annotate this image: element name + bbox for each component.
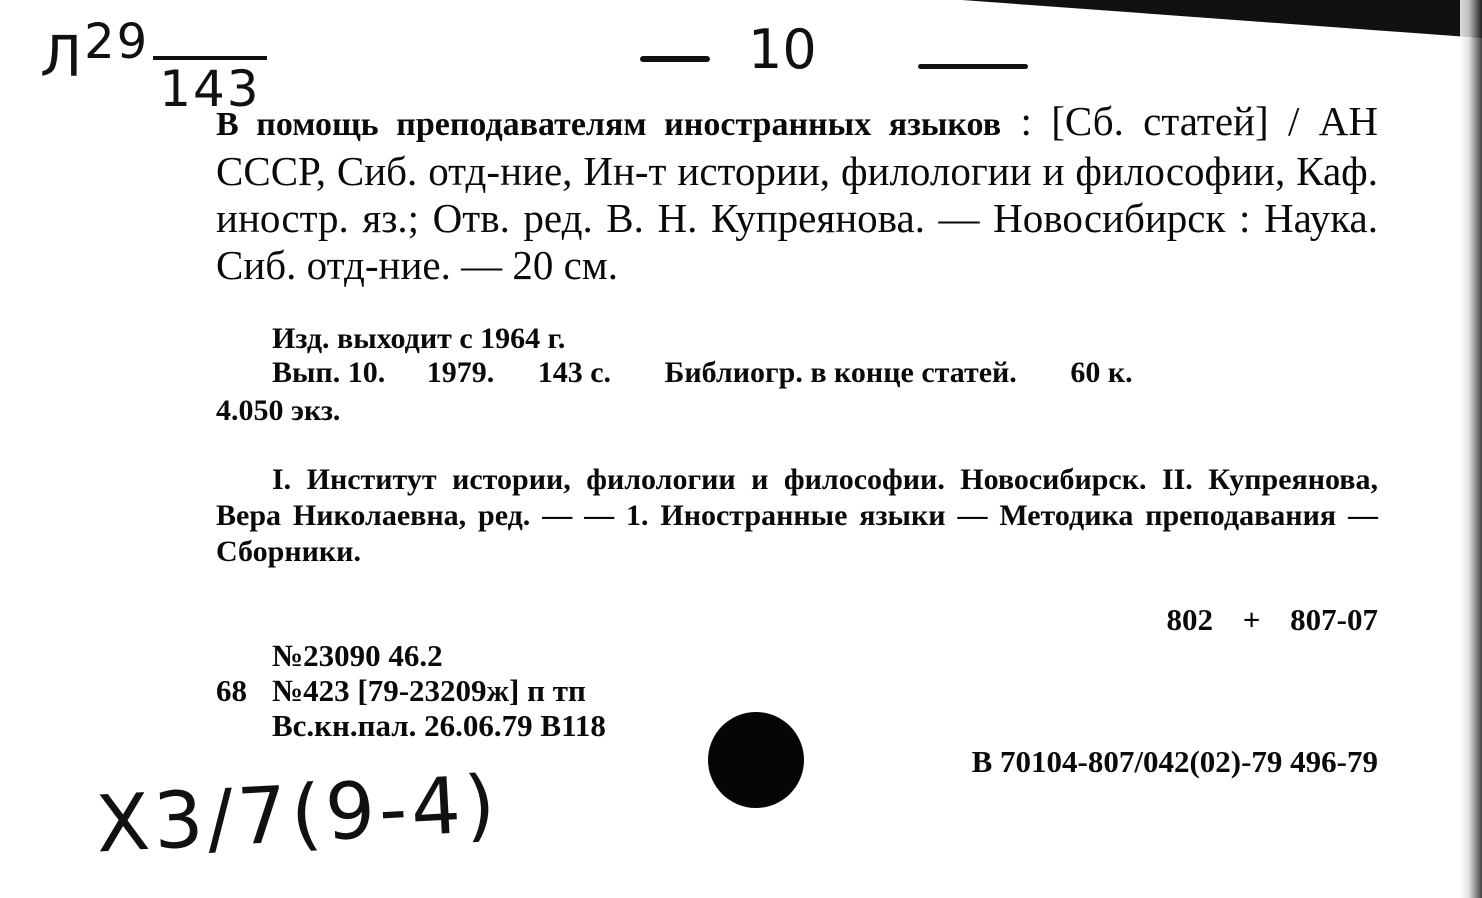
card-corner-shadow bbox=[962, 0, 1482, 38]
tracings: I. Институт истории, филологии и философии. Новосибирск. II. Купреянова, Вера Николаевна, ред. — — 1. Иностранные языки — Методика преподавания — Сборники. bbox=[216, 463, 1378, 568]
registration-lead-number: 68 bbox=[216, 673, 247, 708]
shelf-mark-letter: Л bbox=[40, 25, 85, 90]
card-right-edge bbox=[1460, 0, 1482, 898]
bibliographic-description bbox=[216, 98, 1378, 289]
shelf-mark-denominator: 143 bbox=[153, 56, 266, 118]
registration-block bbox=[216, 638, 606, 743]
issue-year: 1979. bbox=[426, 356, 495, 389]
index-code: В 70104-807/042(02)-79 496-79 bbox=[971, 744, 1378, 779]
shelf-mark-number: 29 bbox=[84, 14, 150, 70]
issue-volume: Вып. 10. bbox=[272, 356, 386, 389]
classification-number: 802 + 807-07 bbox=[1166, 602, 1378, 637]
issue-price: 60 к. bbox=[1070, 356, 1133, 389]
issue-copies: 4.050 экз. bbox=[216, 394, 341, 427]
issue-details bbox=[272, 356, 1352, 390]
handwritten-bottom-mark: Х3/7(9-4) bbox=[93, 759, 502, 871]
issue-pages: 143 с. bbox=[537, 356, 612, 389]
title: В помощь преподавателям иностранных языков bbox=[216, 106, 1002, 143]
registration-line-1: №23090 46.2 bbox=[272, 638, 443, 673]
page-mark-dash-right bbox=[918, 64, 1028, 69]
issue-note: Изд. выходит с 1964 г. bbox=[272, 322, 566, 355]
punched-hole bbox=[708, 712, 804, 808]
statement-of-responsibility: : [Сб. статей] / АН СССР, Сиб. отд-ние, Ин-т истории, филологии и философии, Каф. иностр. яз.; Отв. ред. В. Н. Купреянова. — Новосибирск : Наука. Сиб. отд-ние. — 20 см. bbox=[216, 98, 1378, 288]
page-mark-dash-left bbox=[640, 56, 710, 62]
registration-line-2: №423 [79-23209ж] п тп bbox=[272, 673, 586, 708]
handwritten-page-mark: 10 bbox=[748, 18, 817, 81]
issue-bibliography: Библиогр. в конце статей. bbox=[664, 356, 1017, 389]
registration-line-3: Вс.кн.пал. 26.06.79 В118 bbox=[272, 708, 606, 743]
